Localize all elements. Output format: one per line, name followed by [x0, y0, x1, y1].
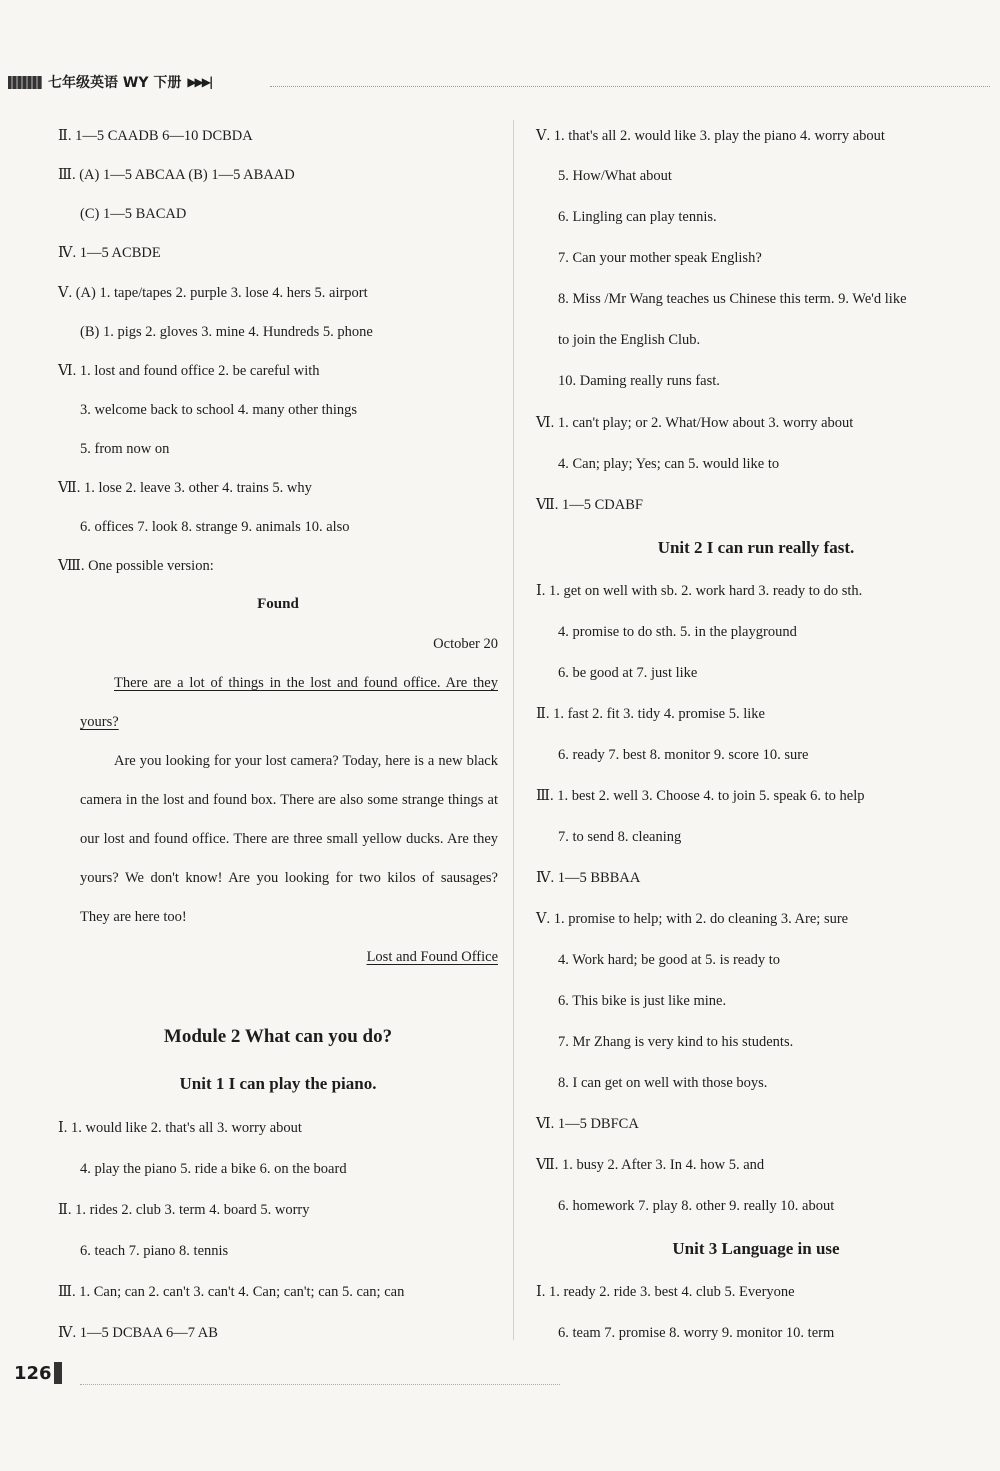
- answer-line: Ⅳ. 1—5 BBBAA: [536, 870, 641, 886]
- answer-line: Ⅴ. (A) 1. tape/tapes 2. purple 3. lose 4. hers 5. airport: [58, 285, 368, 301]
- answer-line: Ⅱ. 1. rides 2. club 3. term 4. board 5. worry: [58, 1202, 310, 1218]
- answer-line: 4. Work hard; be good at 5. is ready to: [558, 952, 781, 968]
- module-title: Module 2 What can you do?: [163, 1026, 393, 1047]
- answer-line: Ⅶ. 1. lose 2. leave 3. other 4. trains 5. why: [58, 480, 312, 496]
- answer-line: Ⅲ. (A) 1—5 ABCAA (B) 1—5 ABAAD: [58, 167, 295, 183]
- page-number: [14, 1362, 62, 1384]
- answer-line: 6. be good at 7. just like: [558, 665, 698, 681]
- answer-line: 6. Lingling can play tennis.: [558, 209, 717, 225]
- answer-line: 3. welcome back to school 4. many other things: [80, 402, 358, 418]
- essay-signature: Lost and Found Office: [366, 949, 498, 965]
- header-title: 七年级英语 WY 下册: [48, 75, 182, 91]
- answer-line: 7. to send 8. cleaning: [558, 829, 682, 845]
- answer-line: 6. team 7. promise 8. worry 9. monitor 10. term: [558, 1325, 835, 1341]
- answer-line: Ⅵ. 1. lost and found office 2. be careful with: [58, 363, 320, 379]
- essay-date: October 20: [433, 636, 498, 652]
- answer-line: Ⅳ. 1—5 DCBAA 6—7 AB: [58, 1325, 218, 1341]
- essay-paragraph-2: Are you looking for your lost camera? Today, here is a new black camera in the lost and found box. There are also some strange things at our lost and found office. There are three small yellow ducks. Are they yours? We don't know! Are you looking for two kilos of sausages? They are here too!: [80, 753, 498, 925]
- answer-line: Ⅰ. 1. ready 2. ride 3. best 4. club 5. Everyone: [536, 1284, 795, 1300]
- unit-title: Unit 1 I can play the piano.: [179, 1074, 377, 1093]
- answer-line: to join the English Club.: [558, 332, 701, 348]
- essay-paragraph-1: There are a lot of things in the lost and found office. Are they yours?: [80, 675, 498, 730]
- answer-line: 6. teach 7. piano 8. tennis: [80, 1243, 229, 1259]
- answer-line: 8. Miss /Mr Wang teaches us Chinese this term. 9. We'd like: [558, 291, 907, 307]
- answer-line: Ⅱ. 1. fast 2. fit 3. tidy 4. promise 5. like: [536, 706, 765, 722]
- answer-line: Ⅰ. 1. would like 2. that's all 3. worry about: [58, 1120, 302, 1136]
- column-divider: [513, 120, 514, 1340]
- answer-line: 8. I can get on well with those boys.: [558, 1075, 768, 1091]
- answer-line: Ⅰ. 1. get on well with sb. 2. work hard 3. ready to do sth.: [536, 583, 863, 599]
- answer-line: 7. Mr Zhang is very kind to his students.: [558, 1034, 794, 1050]
- answer-line: Ⅶ. 1. busy 2. After 3. In 4. how 5. and: [536, 1157, 765, 1173]
- unit-title: Unit 2 I can run really fast.: [657, 538, 855, 557]
- answer-line: Ⅴ. 1. that's all 2. would like 3. play the piano 4. worry about: [536, 128, 885, 144]
- answer-line: 6. offices 7. look 8. strange 9. animals 10. also: [80, 519, 350, 535]
- answer-line: Ⅵ. 1. can't play; or 2. What/How about 3. worry about: [536, 415, 854, 431]
- answer-line: 6. homework 7. play 8. other 9. really 10. about: [558, 1198, 835, 1214]
- answer-line: 10. Daming really runs fast.: [558, 373, 720, 389]
- answer-line: 6. This bike is just like mine.: [558, 993, 727, 1009]
- page-mark-icon: [54, 1362, 62, 1384]
- page-header: [8, 70, 211, 94]
- header-arrows-icon: ▶▶▶|: [187, 75, 212, 89]
- essay-title: Found: [257, 596, 299, 612]
- answer-line: 4. Can; play; Yes; can 5. would like to: [558, 456, 780, 472]
- answer-line: Ⅴ. 1. promise to help; with 2. do cleaning 3. Are; sure: [536, 911, 849, 927]
- answer-line: 4. play the piano 5. ride a bike 6. on the board: [80, 1161, 347, 1177]
- answer-line: (C) 1—5 BACAD: [80, 206, 187, 222]
- unit-title: Unit 3 Language in use: [672, 1239, 840, 1258]
- answer-line: Ⅵ. 1—5 DBFCA: [536, 1116, 639, 1132]
- answer-line: 5. from now on: [80, 441, 170, 457]
- answer-line: Ⅲ. 1. Can; can 2. can't 3. can't 4. Can; can't; can 5. can; can: [58, 1284, 405, 1300]
- answer-line: (B) 1. pigs 2. gloves 3. mine 4. Hundreds 5. phone: [80, 324, 373, 340]
- header-bar-icon: [8, 76, 42, 89]
- answer-line: 7. Can your mother speak English?: [558, 250, 762, 266]
- answer-line: Ⅳ. 1—5 ACBDE: [58, 245, 161, 261]
- answer-line: 6. ready 7. best 8. monitor 9. score 10. sure: [558, 747, 809, 763]
- answer-line: 4. promise to do sth. 5. in the playground: [558, 624, 797, 640]
- page-number-text: 126: [14, 1362, 52, 1384]
- answer-line: Ⅷ. One possible version:: [58, 558, 214, 574]
- answer-line: Ⅱ. 1—5 CAADB 6—10 DCBDA: [58, 128, 253, 144]
- answer-line: 5. How/What about: [558, 168, 672, 184]
- header-rule: [270, 86, 990, 87]
- footer-rule: [80, 1384, 560, 1385]
- answer-line: Ⅲ. 1. best 2. well 3. Choose 4. to join 5. speak 6. to help: [536, 788, 865, 804]
- answer-line: Ⅶ. 1—5 CDABF: [536, 497, 643, 513]
